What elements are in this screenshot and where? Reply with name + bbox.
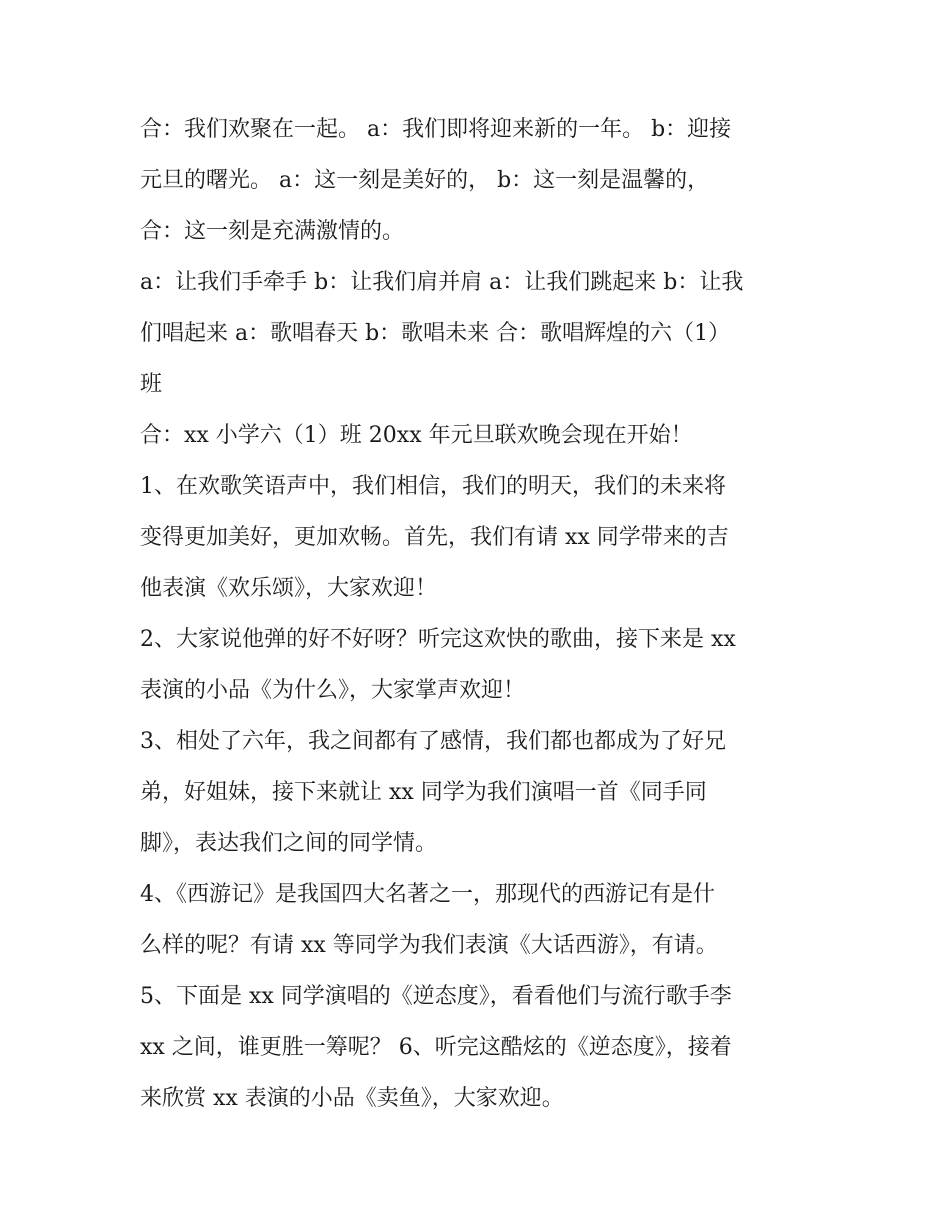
text-line: xx 之间，谁更胜一筹呢？ 6、听完这酷炫的《逆态度》，接着 xyxy=(140,1035,732,1060)
text-line: 们唱起来 a：歌唱春天 b：歌唱未来 合：歌唱辉煌的六（1） xyxy=(140,321,731,346)
text-line: 来欣赏 xx 表演的小品《卖鱼》，大家欢迎。 xyxy=(140,1086,564,1111)
text-line: 弟，好姐妹，接下来就让 xx 同学为我们演唱一首《同手同 xyxy=(140,780,707,805)
text-line: 班 xyxy=(140,372,163,397)
text-line: a：让我们手牵手 b：让我们肩并肩 a：让我们跳起来 b：让我 xyxy=(140,270,744,295)
paragraph-item-4 xyxy=(140,869,820,971)
paragraph-item-5-6 xyxy=(140,971,820,1124)
paragraph-item-1 xyxy=(140,461,820,614)
text-line: 2、大家说他弹的好不好呀？听完这欢快的歌曲，接下来是 xx xyxy=(140,627,736,652)
text-line: 表演的小品《为什么》，大家掌声欢迎！ xyxy=(140,678,526,703)
paragraph-opening-chorus xyxy=(140,104,820,257)
text-line: 元旦的曙光。 a：这一刻是美好的， b：这一刻是温馨的， xyxy=(140,168,710,193)
text-line: 么样的呢？有请 xx 等同学为我们表演《大话西游》，有请。 xyxy=(140,933,718,958)
text-line: 合：这一刻是充满激情的。 xyxy=(140,219,405,244)
text-line: 他表演《欢乐颂》，大家欢迎！ xyxy=(140,576,438,601)
text-line: 合：xx 小学六（1）班 20xx 年元旦联欢晚会现在开始！ xyxy=(140,423,693,448)
text-line: 4、《西游记》是我国四大名著之一，那现代的西游记有是什 xyxy=(140,882,715,907)
text-line: 1、在欢歌笑语声中，我们相信，我们的明天，我们的未来将 xyxy=(140,474,726,499)
document-body xyxy=(140,104,820,1124)
text-line: 5、下面是 xx 同学演唱的《逆态度》，看看他们与流行歌手李 xyxy=(140,984,732,1009)
text-line: 合：我们欢聚在一起。 a：我们即将迎来新的一年。 b：迎接 xyxy=(140,117,732,142)
paragraph-item-2 xyxy=(140,614,820,716)
text-line: 3、相处了六年，我之间都有了感情，我们都也都成为了好兄 xyxy=(140,729,726,754)
text-line: 脚》，表达我们之间的同学情。 xyxy=(140,831,438,856)
paragraph-item-3 xyxy=(140,716,820,869)
text-line: 变得更加美好，更加欢畅。首先，我们有请 xx 同学带来的吉 xyxy=(140,525,729,550)
paragraph-opening-announcement xyxy=(140,410,820,461)
paragraph-call-and-response xyxy=(140,257,820,410)
